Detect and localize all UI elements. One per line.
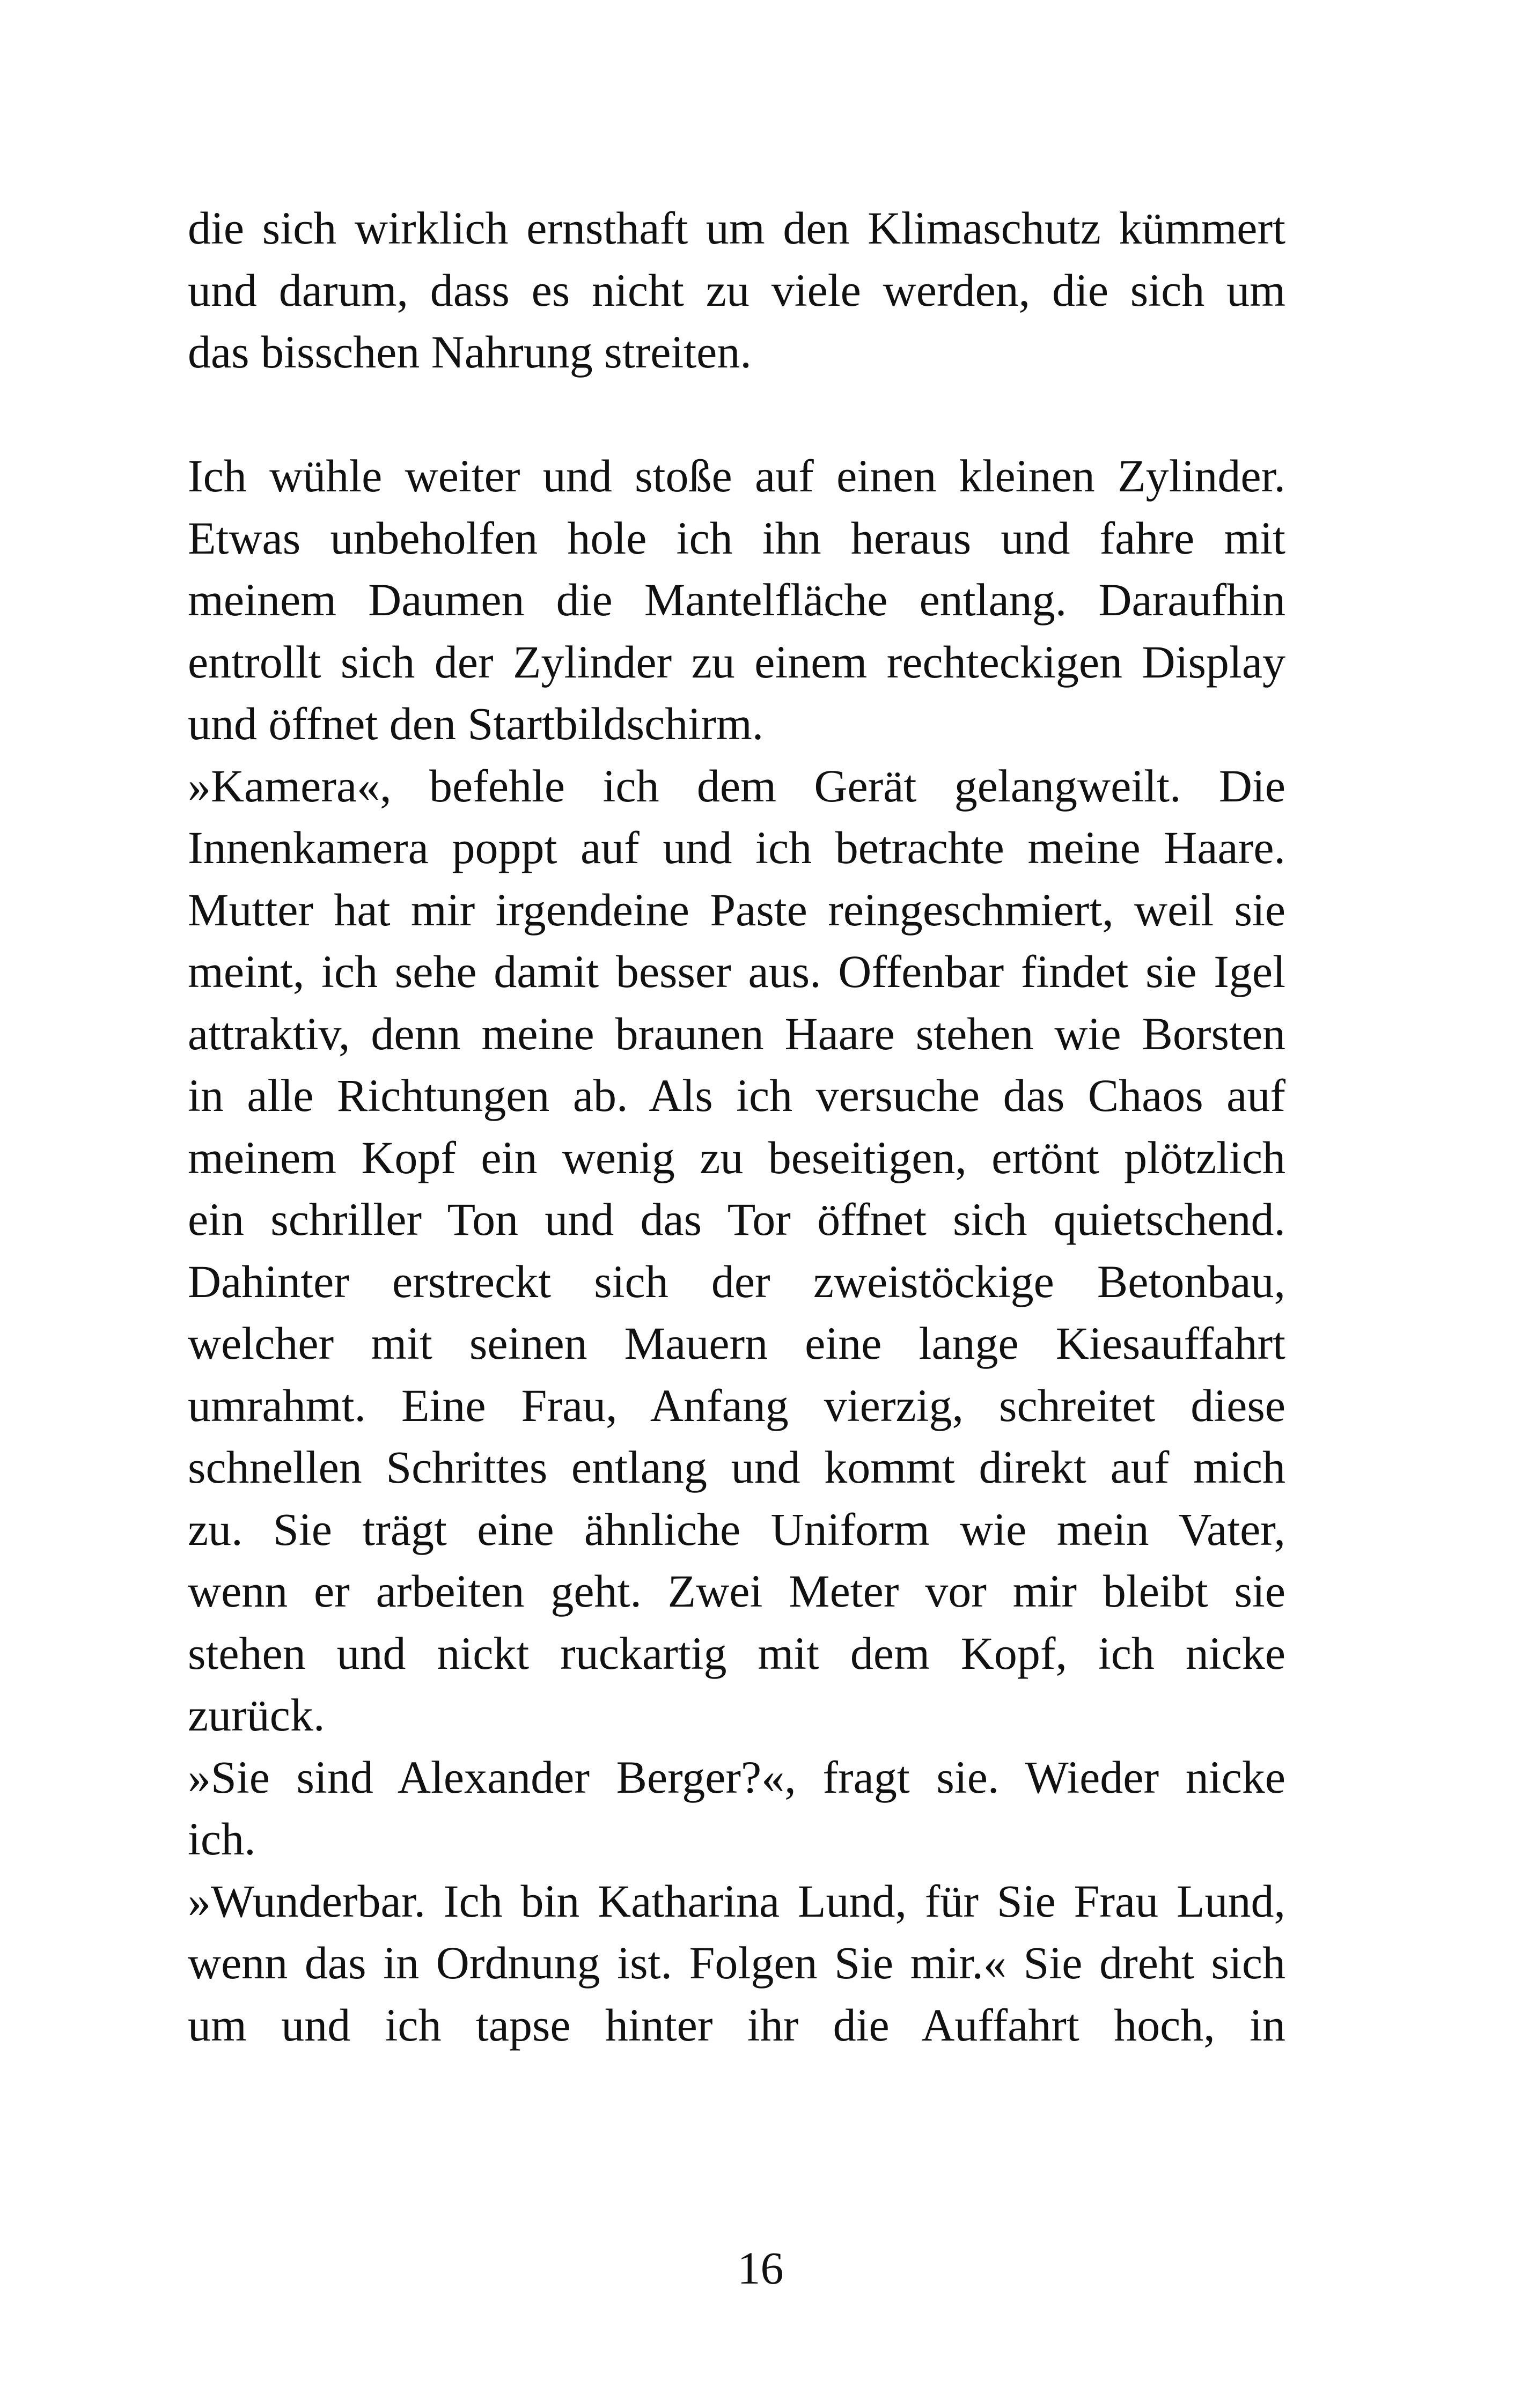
text-line: wenn er arbeiten geht. Zwei Meter vor mir bleibt sie xyxy=(188,1565,1285,1617)
text-line: stehen und nickt ruckartig mit dem Kopf, ich nicke xyxy=(188,1627,1285,1679)
text-line: attraktiv, denn meine braunen Haare stehen wie Borsten xyxy=(188,1007,1285,1059)
paragraph-3 xyxy=(188,755,1285,1747)
text-line: und darum, dass es nicht zu viele werden, die sich um xyxy=(188,264,1285,316)
text-line: Dahinter erstreckt sich der zweistöckige Betonbau, xyxy=(188,1255,1285,1307)
text-line: »Wunderbar. Ich bin Katharina Lund, für Sie Frau Lund, xyxy=(188,1875,1285,1927)
text-line: um und ich tapse hinter ihr die Auffahrt hoch, in xyxy=(188,1999,1285,2051)
text-line: »Sie sind Alexander Berger?«, fragt sie. Wieder nicke xyxy=(188,1751,1285,1803)
paragraph-5 xyxy=(188,1871,1285,2057)
text-line: zu. Sie trägt eine ähnliche Uniform wie mein Vater, xyxy=(188,1503,1285,1555)
paragraph-spacer xyxy=(188,384,1285,446)
text-line: umrahmt. Eine Frau, Anfang vierzig, schreitet diese xyxy=(188,1379,1285,1431)
text-line: schnellen Schrittes entlang und kommt direkt auf mich xyxy=(188,1441,1285,1493)
paragraph-2 xyxy=(188,445,1285,755)
paragraph-1 xyxy=(188,197,1285,384)
text-line: entrollt sich der Zylinder zu einem rechteckigen Display xyxy=(188,636,1285,688)
text-line: meint, ich sehe damit besser aus. Offenbar findet sie Igel xyxy=(188,946,1285,997)
page-number: 16 xyxy=(737,2242,784,2294)
text-line: welcher mit seinen Mauern eine lange Kiesauffahrt xyxy=(188,1317,1285,1369)
text-line: die sich wirklich ernsthaft um den Klimaschutz kümmert xyxy=(188,202,1285,254)
text-line: zurück. xyxy=(188,1689,325,1741)
text-line: ein schriller Ton und das Tor öffnet sich quietschend. xyxy=(188,1194,1285,1245)
text-line: das bisschen Nahrung streiten. xyxy=(188,326,752,378)
text-line: meinem Kopf ein wenig zu beseitigen, ertönt plötzlich xyxy=(188,1131,1285,1183)
text-line: meinem Daumen die Mantelfläche entlang. Daraufhin xyxy=(188,574,1285,625)
text-line: wenn das in Ordnung ist. Folgen Sie mir.« Sie dreht sich xyxy=(188,1937,1285,1989)
text-line: Innenkamera poppt auf und ich betrachte meine Haare. xyxy=(188,822,1285,873)
text-line: Mutter hat mir irgendeine Paste reingeschmiert, weil sie xyxy=(188,883,1285,936)
text-line: und öffnet den Startbildschirm. xyxy=(188,698,764,749)
text-line: Etwas unbeholfen hole ich ihn heraus und fahre mit xyxy=(188,512,1285,564)
text-line: »Kamera«, befehle ich dem Gerät gelangweilt. Die xyxy=(188,760,1285,812)
text-line: in alle Richtungen ab. Als ich versuche das Chaos auf xyxy=(188,1070,1285,1121)
text-line: Ich wühle weiter und stoße auf einen kleinen Zylinder. xyxy=(188,450,1285,502)
paragraph-4 xyxy=(188,1747,1285,1871)
body-text xyxy=(188,197,1285,2056)
text-line: ich. xyxy=(188,1813,256,1865)
